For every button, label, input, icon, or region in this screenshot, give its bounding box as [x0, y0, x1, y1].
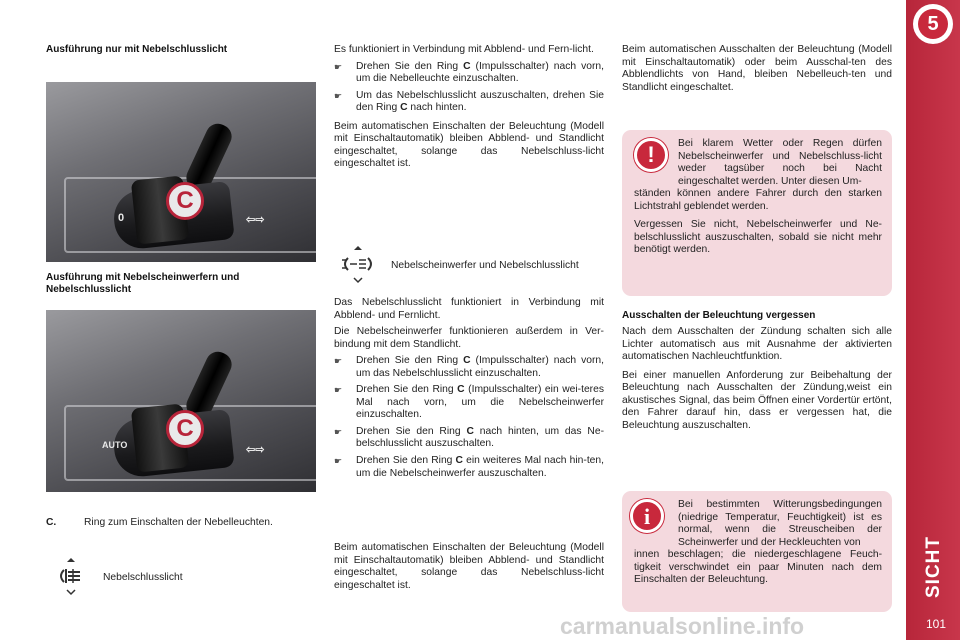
chapter-number: 5: [918, 9, 948, 39]
warning-text-2: Vergessen Sie nicht, Nebelscheinwerfer und Ne-belschlusslicht auszuschalten, sobald sie nicht mehr benötigt werden.: [634, 219, 882, 256]
heading-front-and-rear-fog: Ausführung mit Nebelscheinwerfern und Nebelschlusslicht: [46, 272, 240, 296]
bullet-item: ☛ Drehen Sie den Ring C (Impulsschalter) nach vorn, um das Nebelschlusslicht einzuschalten.: [334, 355, 604, 379]
caption-text: Ring zum Einschalten der Nebelleuchten.: [84, 517, 273, 528]
right-column-mid: [622, 310, 892, 433]
front-rear-fog-icon-label: Nebelscheinwerfer und Nebelschlusslicht: [391, 260, 579, 271]
rear-fog-icon-label: Nebelschlusslicht: [103, 572, 183, 583]
heading-forget-lights: Ausschalten der Beleuchtung vergessen: [622, 310, 816, 321]
right-para-3: Bei einer manuellen Anforderung zur Beibehaltung der Beleuchtung nach Ausschalten der Zündung,weist ein akustisches Signal, das beim Öffnen einer Vordertür ertönt, den Fahrer darauf hin, dass er vergessen hat, die Beleuchtung auszuschalten.: [622, 369, 892, 432]
para-2: Das Nebelschlusslicht funktioniert in Verbindung mit Abblend- und Fernlicht.: [334, 297, 604, 321]
photo-fog-switch-front-rear: [46, 310, 316, 492]
page-number: 101: [925, 617, 947, 631]
warning-text-1: Bei klarem Wetter oder Regen dürfen Nebelscheinwerfer und Nebelschluss-licht weder tagsüber noch bei Nacht eingeschaltet werden. Unter diesen Um-: [678, 138, 882, 187]
intro-text: Es funktioniert in Verbindung mit Abblend- und Fern-licht.: [334, 44, 594, 55]
bullet-item: ☛ Drehen Sie den Ring C nach hinten, um das Ne-belschlusslicht auszuschalten.: [334, 425, 604, 450]
warning-text-1b: ständen können andere Fahrer durch den starken Lichtstrahl geblendet werden.: [634, 188, 882, 212]
front-rear-fog-lamp-icon: [340, 244, 376, 284]
photo-fog-switch-rear: [46, 82, 316, 262]
auto-text-1: Beim automatischen Einschalten der Beleuchtung (Modell mit Einschaltautomatik) bleiben Abblend- und Standlicht eingeschaltet, solange das Nebelschluss-licht eingeschaltet ist.: [334, 120, 604, 170]
auto-label: AUTO: [102, 440, 128, 450]
right-para-2: Nach dem Ausschalten der Zündung schalten sich alle Lichter automatisch aus mit Ausnahme der aktivierten automatischen Nachleuchtfunktion.: [622, 326, 892, 363]
info-icon: i: [630, 499, 664, 533]
indicator-arrows-icon: ⇦⇨: [246, 214, 265, 226]
warning-box: [622, 130, 892, 296]
para-3: Die Nebelscheinwerfer funktionieren außerdem in Ver-bindung mit dem Standlicht.: [334, 326, 604, 350]
watermark: carmanualsonline.info: [560, 613, 805, 639]
auto-text-2-container: [334, 542, 604, 592]
caption-c: [46, 517, 316, 530]
caption-letter: C.: [46, 517, 57, 528]
chapter-title: SICHT: [923, 536, 944, 598]
ring-c-badge: C: [166, 182, 204, 220]
indicator-arrows-icon: ⇦⇨: [246, 444, 265, 456]
ring-c-badge: C: [166, 410, 204, 448]
heading-rear-fog-only: Ausführung nur mit Nebelschlusslicht: [46, 44, 228, 55]
rear-fog-lamp-icon: [56, 556, 86, 596]
bullet-item: ☛ Um das Nebelschlusslicht auszuschalten, drehen Sie den Ring C nach hinten.: [334, 89, 604, 114]
warning-icon: !: [634, 138, 668, 172]
info-text-1b: innen beschlagen; die niedergeschlagene Feuch-tigkeit verschwindet ein paar Minuten nach dem Einschalten der Beleuchtung.: [634, 549, 882, 586]
auto-text-2: Beim automatischen Einschalten der Beleuchtung (Modell mit Einschaltautomatik) bleiben Abblend- und Standlicht eingeschaltet, solange das Nebelschluss-licht eingeschaltet ist.: [334, 542, 604, 591]
bullet-marker: ☛: [334, 61, 343, 72]
info-box: [622, 491, 892, 612]
middle-column-bottom: [334, 297, 604, 480]
bullet-marker: ☛: [334, 90, 343, 101]
bullet-item: ☛ Drehen Sie den Ring C (Impulsschalter) ein wei-teres Mal nach vorn, um die Nebelscheinwerfer einzuschalten.: [334, 384, 604, 421]
info-text-1: Bei bestimmten Witterungsbedingungen (niedrige Temperatur, Feuchtigkeit) ist es normal, wenn die Streuscheiben der Scheinwerfer und der Heckleuchten von: [678, 499, 882, 548]
lever-symbol: 0: [118, 212, 125, 224]
bullet-item: ☛ Drehen Sie den Ring C ein weiteres Mal nach hin-ten, um die Nebelscheinwerfer auszuschalten.: [334, 455, 604, 479]
right-para-1: Beim automatischen Ausschalten der Beleuchtung (Modell mit Einschaltautomatik) oder beim Ausschal-ten des Abblendlichts von Hand, bleiben Nebelleuch-ten und Standlicht eingeschaltet.: [622, 44, 892, 93]
right-column-top: [622, 44, 892, 94]
bullet-item: ☛ Drehen Sie den Ring C (Impulsschalter) nach vorn, um die Nebelleuchte einzuschalten.: [334, 60, 604, 85]
middle-column-top: [334, 44, 604, 171]
